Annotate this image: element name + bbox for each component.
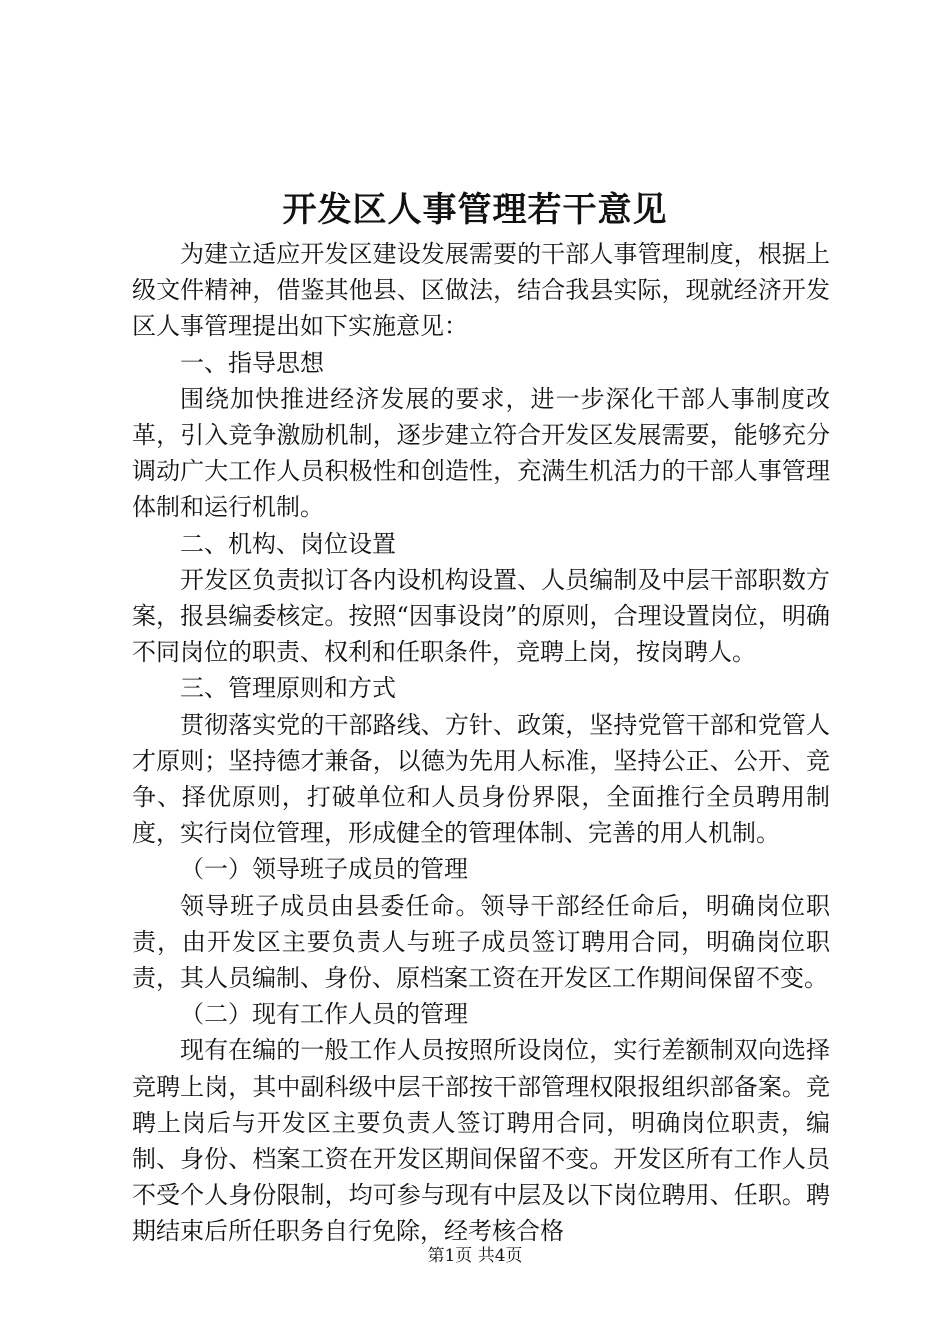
paragraph-staff: 现有在编的一般工作人员按照所设岗位，实行差额制双向选择竞聘上岗，其中副科级中层干部按干部管理权限报组织部备案。竞聘上岗后与开发区主要负责人签订聘用合同，明确岗位职责，编制、身份、档案工资在开发区期间保留不变。开发区所有工作人员不受个人身份限制，均可参与现有中层及以下岗位聘用、任职。聘期结束后所任职务自行免除，经考核合格	[132, 1036, 830, 1246]
section-heading-principles: 三、管理原则和方式	[180, 674, 396, 703]
paragraph-leadership: 领导班子成员由县委任命。领导干部经任命后，明确岗位职责，由开发区主要负责人与班子成员签订聘用合同，明确岗位职责，其人员编制、身份、原档案工资在开发区工作期间保留不变。	[132, 891, 830, 993]
section-heading-guiding-ideology: 一、指导思想	[180, 348, 324, 377]
subsection-heading-leadership: （一）领导班子成员的管理	[180, 855, 468, 884]
subsection-heading-staff: （二）现有工作人员的管理	[180, 1000, 468, 1029]
paragraph-principles: 贯彻落实党的干部路线、方针、政策，坚持党管干部和党管人才原则；坚持德才兼备，以德为先用人标准，坚持公正、公开、竞争、择优原则，打破单位和人员身份界限，全面推行全员聘用制度，实行岗位管理，形成健全的管理体制、完善的用人机制。	[132, 710, 830, 848]
document-title: 开发区人事管理若干意见	[282, 190, 668, 230]
paragraph-organization: 开发区负责拟订各内设机构设置、人员编制及中层干部职数方案，报县编委核定。按照“因事设岗”的原则，合理设置岗位，明确不同岗位的职责、权利和任职条件，竞聘上岗，按岗聘人。	[132, 565, 830, 667]
section-heading-organization: 二、机构、岗位设置	[180, 529, 396, 558]
paragraph-guiding-ideology: 围绕加快推进经济发展的要求，进一步深化干部人事制度改革，引入竞争激励机制，逐步建立符合开发区发展需要，能够充分调动广大工作人员积极性和创造性，充满生机活力的干部人事管理体制和运行机制。	[132, 384, 830, 522]
page-footer: 第1页 共4页	[427, 1246, 523, 1266]
intro-paragraph: 为建立适应开发区建设发展需要的干部人事管理制度，根据上级文件精神，借鉴其他县、区做法，结合我县实际，现就经济开发区人事管理提出如下实施意见：	[132, 240, 830, 341]
document-body	[132, 236, 830, 1250]
